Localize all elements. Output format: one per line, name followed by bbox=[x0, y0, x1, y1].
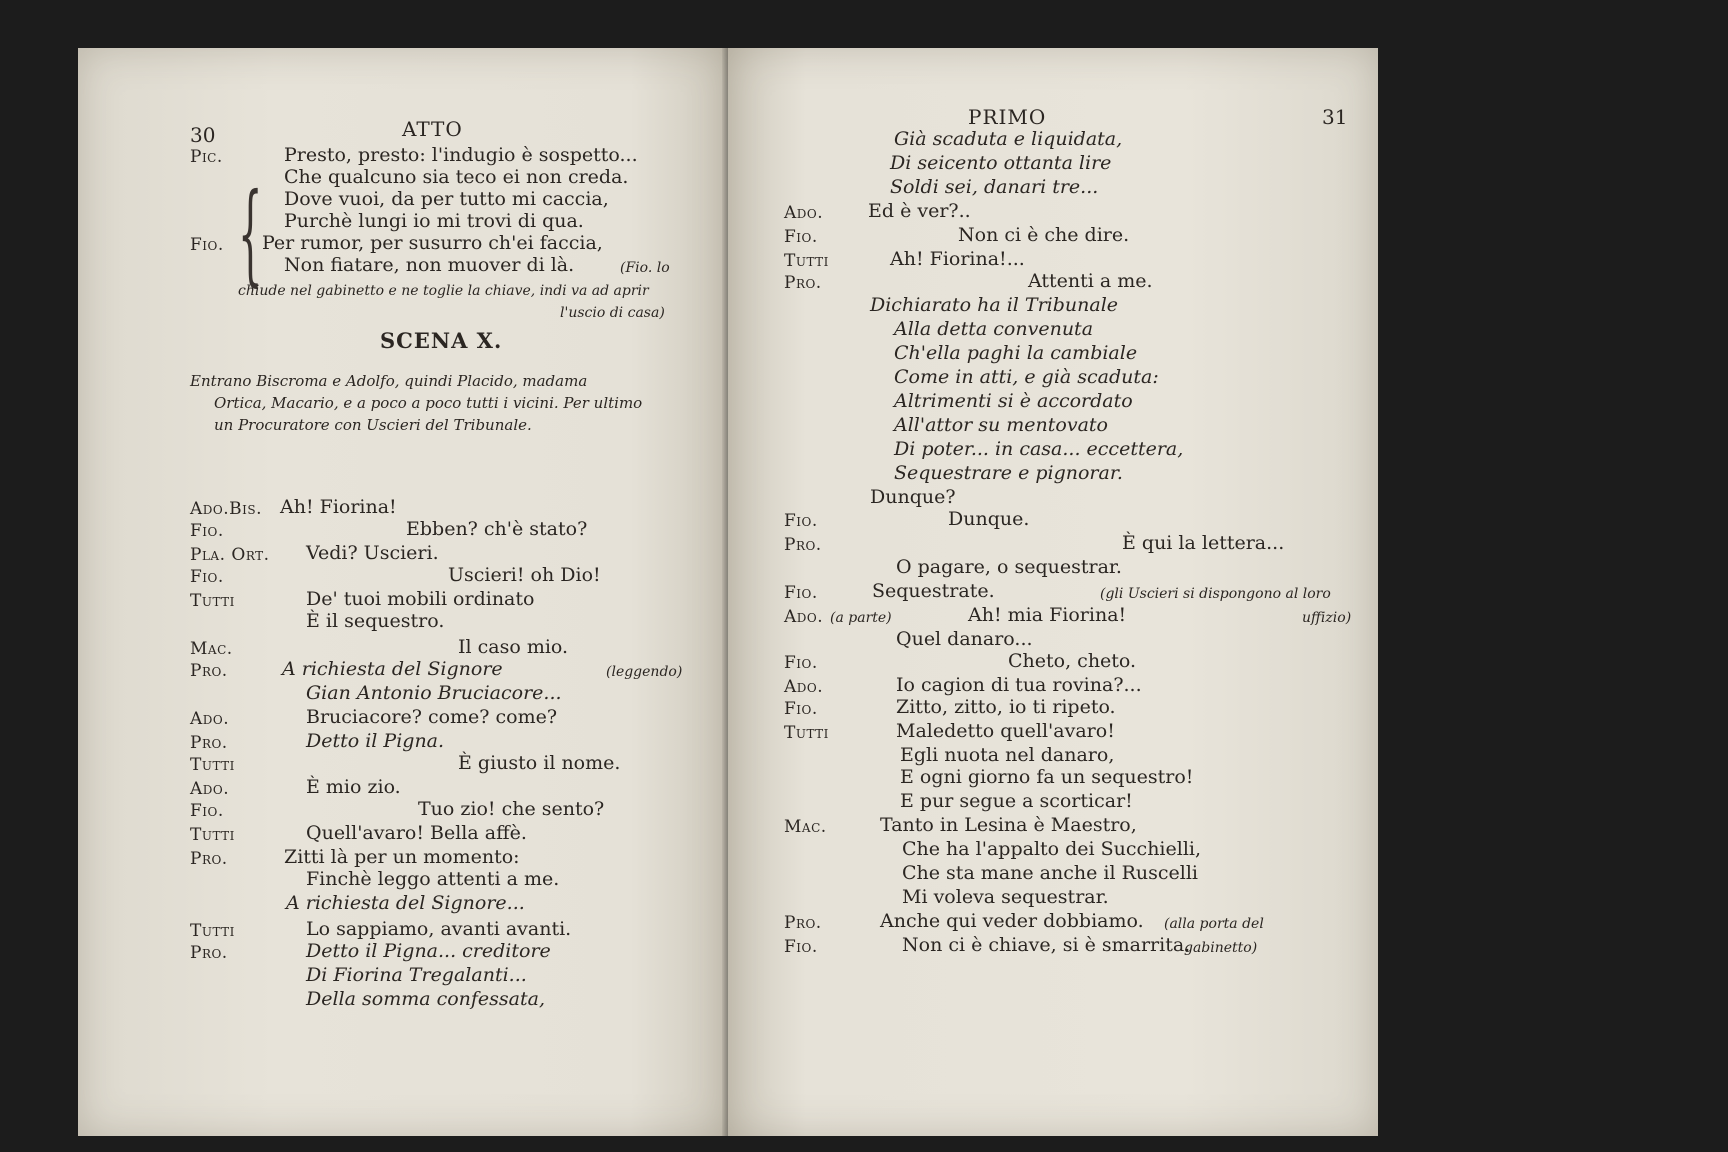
speaker: Tutti bbox=[190, 591, 235, 611]
verse-line: Cheto, cheto. bbox=[1008, 650, 1137, 672]
stage-direction: uffizio) bbox=[1302, 610, 1352, 626]
verse-line: Detto il Pigna... creditore bbox=[306, 940, 551, 962]
verse-line: Tanto in Lesina è Maestro, bbox=[880, 814, 1137, 836]
stage-direction: (Fio. lo bbox=[620, 260, 670, 276]
speaker: Fio. bbox=[190, 567, 224, 587]
verse-line: Egli nuota nel danaro, bbox=[900, 744, 1115, 766]
verse-line: Non ci è che dire. bbox=[958, 224, 1130, 246]
verse-line: Sequestrate. bbox=[872, 580, 995, 602]
speaker: Ado. bbox=[784, 677, 824, 697]
verse-line: Ch'ella paghi la cambiale bbox=[894, 342, 1138, 364]
verse-line: Come in atti, e già scaduta: bbox=[894, 366, 1159, 388]
speaker: Fio. bbox=[190, 521, 224, 541]
verse-line: Vedi? Uscieri. bbox=[306, 542, 439, 564]
verse-line: Dunque? bbox=[870, 486, 956, 508]
verse-line: Alla detta convenuta bbox=[894, 318, 1094, 340]
speaker: Tutti bbox=[190, 755, 235, 775]
speaker: Fio. bbox=[784, 583, 818, 603]
right-page bbox=[728, 48, 1378, 1136]
verse-line: Dunque. bbox=[948, 508, 1030, 530]
verse-line: Uscieri! oh Dio! bbox=[448, 564, 601, 586]
speaker: Fio. bbox=[190, 801, 224, 821]
speaker: Pro. bbox=[190, 943, 228, 963]
verse-line: Io cagion di tua rovina?... bbox=[896, 674, 1142, 696]
speaker: Ado. bbox=[190, 779, 230, 799]
verse-line: Detto il Pigna. bbox=[306, 730, 445, 752]
scene-direction: Ortica, Macario, e a poco a poco tutti i vicini. Per ultimo bbox=[214, 394, 643, 412]
verse-line: È il sequestro. bbox=[306, 610, 445, 632]
verse-line: E pur segue a scorticar! bbox=[900, 790, 1133, 812]
speaker: Ado.Bis. bbox=[190, 499, 262, 519]
verse-line: Ebben? ch'è stato? bbox=[406, 518, 588, 540]
aside-direction: (a parte) bbox=[830, 610, 892, 626]
open-book bbox=[78, 48, 1376, 1136]
verse-line: Di Fiorina Tregalanti... bbox=[306, 964, 527, 986]
verse-line: De' tuoi mobili ordinato bbox=[306, 588, 535, 610]
speaker: Fio. bbox=[784, 227, 818, 247]
scene-direction: un Procuratore con Uscieri del Tribunale. bbox=[214, 416, 532, 434]
verse-line: Già scaduta e liquidata, bbox=[894, 128, 1123, 150]
verse-line: È mio zio. bbox=[306, 776, 401, 798]
verse-line: Maledetto quell'avaro! bbox=[896, 720, 1115, 742]
verse-line: Zitto, zitto, io ti ripeto. bbox=[896, 696, 1116, 718]
speaker: Mac. bbox=[784, 817, 827, 837]
verse-line: Quell'avaro! Bella affè. bbox=[306, 822, 527, 844]
verse-line: Ed è ver?.. bbox=[868, 200, 971, 222]
speaker: Mac. bbox=[190, 639, 233, 659]
scene-direction: Entrano Biscroma e Adolfo, quindi Placido, madama bbox=[190, 372, 588, 390]
verse-line: Tuo zio! che sento? bbox=[418, 798, 605, 820]
verse-line: Bruciacore? come? come? bbox=[306, 706, 558, 728]
stage-direction: chiude nel gabinetto e ne toglie la chiave, indi va ad aprir bbox=[238, 283, 649, 299]
speaker: Pro. bbox=[784, 273, 822, 293]
speaker: Fio. bbox=[784, 653, 818, 673]
speaker: Tutti bbox=[784, 723, 829, 743]
verse-line: Che ha l'appalto dei Succhielli, bbox=[902, 838, 1202, 860]
running-head: ATTO bbox=[402, 117, 463, 141]
verse-line: E ogni giorno fa un sequestro! bbox=[900, 766, 1194, 788]
speaker: Pro. bbox=[190, 733, 228, 753]
verse-line: Soldi sei, danari tre... bbox=[890, 176, 1099, 198]
speaker: Pro. bbox=[784, 913, 822, 933]
verse-line: Anche qui veder dobbiamo. bbox=[880, 910, 1144, 932]
speaker: Pro. bbox=[190, 661, 228, 681]
left-page bbox=[78, 48, 728, 1136]
verse-line: Non fiatare, non muover di là. bbox=[284, 254, 575, 276]
verse-line: A richiesta del Signore... bbox=[286, 892, 525, 914]
speaker: Pic. bbox=[190, 147, 223, 167]
verse-line: Purchè lungi io mi trovi di qua. bbox=[284, 210, 584, 232]
running-head: PRIMO bbox=[968, 105, 1047, 129]
verse-line: O pagare, o sequestrar. bbox=[896, 556, 1122, 578]
verse-line: Di seicento ottanta lire bbox=[890, 152, 1112, 174]
verse-line: Che sta mane anche il Ruscelli bbox=[902, 862, 1199, 884]
verse-line: Dove vuoi, da per tutto mi caccia, bbox=[284, 188, 609, 210]
verse-line: Attenti a me. bbox=[1028, 270, 1153, 292]
verse-line: È qui la lettera... bbox=[1122, 532, 1285, 554]
speaker: Fio. bbox=[784, 511, 818, 531]
stage-direction: (leggendo) bbox=[606, 664, 683, 680]
verse-line: Dichiarato ha il Tribunale bbox=[870, 294, 1119, 316]
stage-direction: (alla porta del bbox=[1164, 916, 1264, 932]
speaker: Ado. bbox=[784, 607, 824, 627]
speaker: Tutti bbox=[190, 825, 235, 845]
verse-line: Di poter... in casa... eccettera, bbox=[894, 438, 1184, 460]
speaker: Pro. bbox=[784, 535, 822, 555]
verse-line: Per rumor, per susurro ch'ei faccia, bbox=[262, 232, 603, 254]
speaker: Ado. bbox=[190, 709, 230, 729]
page-number: 30 bbox=[190, 123, 216, 147]
verse-line: A richiesta del Signore bbox=[282, 658, 503, 680]
verse-line: Altrimenti si è accordato bbox=[894, 390, 1133, 412]
stage-direction: l'uscio di casa) bbox=[560, 305, 665, 321]
verse-line: Non ci è chiave, si è smarrita. bbox=[902, 934, 1191, 956]
stage-direction: (gli Uscieri si dispongono al loro bbox=[1100, 586, 1331, 602]
verse-line: Zitti là per un momento: bbox=[284, 846, 520, 868]
stage-direction: gabinetto) bbox=[1184, 940, 1258, 956]
verse-line: Lo sappiamo, avanti avanti. bbox=[306, 918, 572, 940]
verse-line: Finchè leggo attenti a me. bbox=[306, 868, 560, 890]
verse-line: Gian Antonio Bruciacore... bbox=[306, 682, 562, 704]
verse-line: È giusto il nome. bbox=[458, 752, 621, 774]
verse-line: All'attor su mentovato bbox=[894, 414, 1108, 436]
page-number: 31 bbox=[1322, 105, 1348, 129]
verse-line: Il caso mio. bbox=[458, 636, 569, 658]
speaker: Tutti bbox=[190, 921, 235, 941]
verse-line: Della somma confessata, bbox=[306, 988, 546, 1010]
speaker: Fio. bbox=[190, 235, 224, 255]
verse-line: Mi voleva sequestrar. bbox=[902, 886, 1109, 908]
speaker: Fio. bbox=[784, 937, 818, 957]
speaker: Fio. bbox=[784, 699, 818, 719]
verse-line: Sequestrare e pignorar. bbox=[894, 462, 1123, 484]
verse-line: Ah! Fiorina! bbox=[280, 496, 397, 518]
speaker: Tutti bbox=[784, 251, 829, 271]
speaker: Ado. bbox=[784, 203, 824, 223]
verse-line: Ah! Fiorina!... bbox=[890, 248, 1025, 270]
verse-line: Che qualcuno sia teco ei non creda. bbox=[284, 166, 629, 188]
brace-mark: { bbox=[238, 169, 263, 297]
verse-line: Presto, presto: l'indugio è sospetto... bbox=[284, 144, 638, 166]
verse-line: Quel danaro... bbox=[896, 628, 1033, 650]
speaker: Pla. Ort. bbox=[190, 545, 270, 565]
verse-line: Ah! mia Fiorina! bbox=[968, 604, 1127, 626]
scene-title: SCENA X. bbox=[380, 328, 503, 353]
speaker: Pro. bbox=[190, 849, 228, 869]
